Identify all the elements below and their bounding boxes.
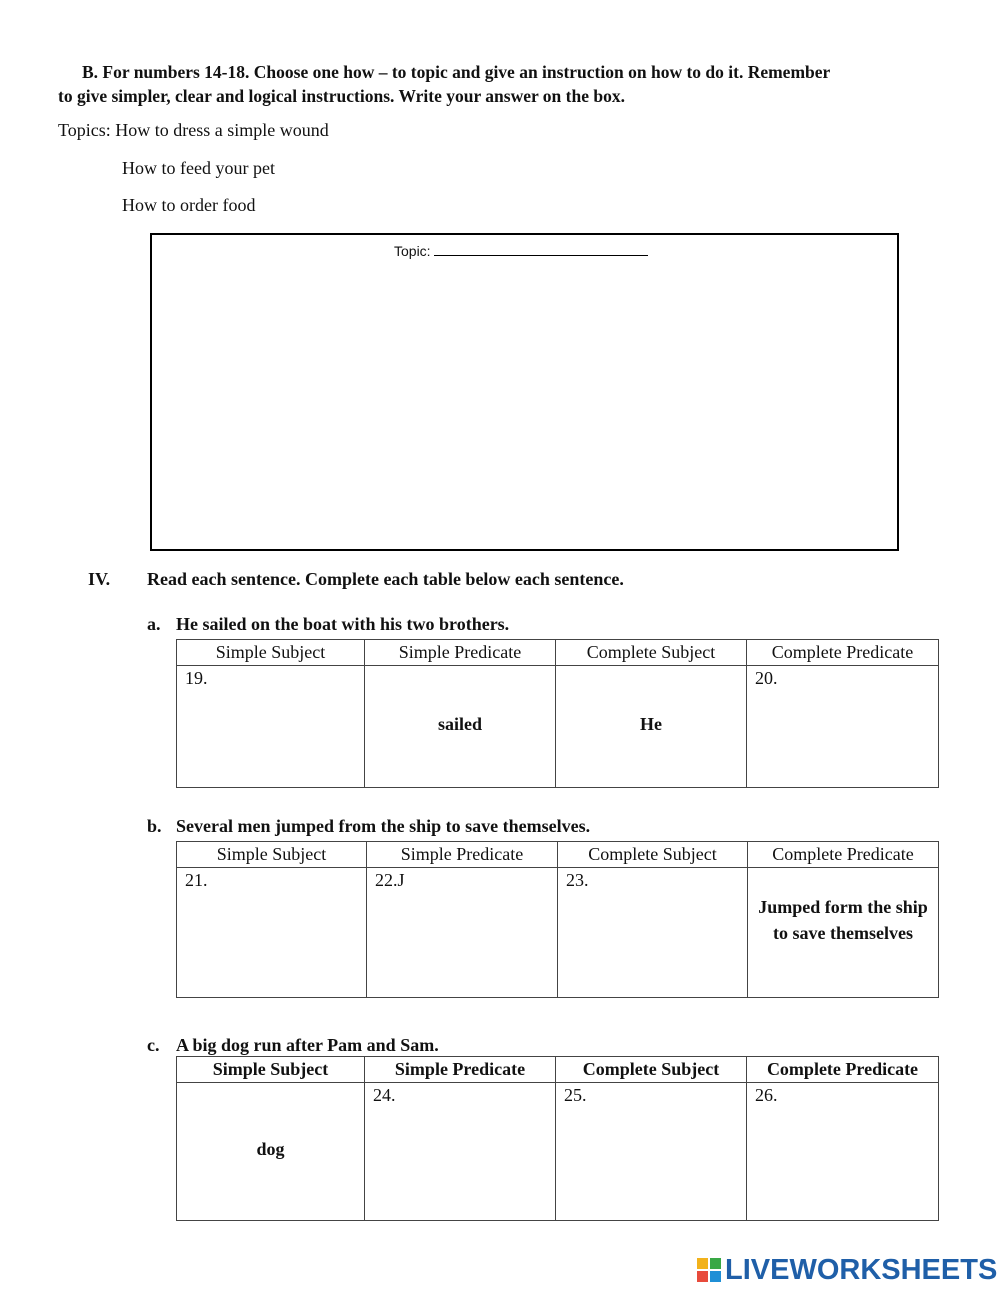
answer-box[interactable] <box>150 233 899 551</box>
cell-number: 24. <box>373 1085 396 1105</box>
liveworksheets-logo <box>697 1255 997 1285</box>
table-b <box>176 841 939 998</box>
answer-cell-24[interactable] <box>365 1083 556 1221</box>
header-simple-predicate: Simple Predicate <box>365 640 556 666</box>
cell-number: 19. <box>185 668 208 688</box>
logo-icon <box>697 1258 721 1282</box>
header-simple-predicate: Simple Predicate <box>367 842 558 868</box>
answer-cell <box>556 666 747 788</box>
cell-number: 23. <box>566 870 589 890</box>
table-header-row <box>177 1057 939 1083</box>
header-simple-predicate: Simple Predicate <box>365 1057 556 1083</box>
header-simple-subject: Simple Subject <box>177 640 365 666</box>
table-row <box>177 1083 939 1221</box>
logo-text: LIVEWORKSHEETS <box>725 1253 998 1286</box>
table-header-row <box>177 842 939 868</box>
logo-block <box>697 1271 708 1282</box>
header-complete-subject: Complete Subject <box>558 842 748 868</box>
section-number: IV. <box>88 569 111 589</box>
answer-cell <box>177 1083 365 1221</box>
topic-blank[interactable] <box>434 243 648 256</box>
given-answer: He <box>640 714 662 734</box>
cell-number: 20. <box>755 668 778 688</box>
question-letter-a: a. <box>147 614 161 634</box>
table-row <box>177 666 939 788</box>
answer-cell-20[interactable] <box>747 666 939 788</box>
header-simple-subject: Simple Subject <box>177 842 367 868</box>
given-answer: Jumped form the ship to save themselves <box>758 897 928 943</box>
question-sentence-b: Several men jumped from the ship to save themselves. <box>176 816 591 836</box>
header-complete-subject: Complete Subject <box>556 1057 747 1083</box>
header-complete-predicate: Complete Predicate <box>748 842 939 868</box>
answer-cell-26[interactable] <box>747 1083 939 1221</box>
instructions <box>58 60 938 108</box>
cell-number: 21. <box>185 870 208 890</box>
table-c <box>176 1056 939 1221</box>
question-sentence-a: He sailed on the boat with his two brothers. <box>176 614 510 634</box>
question-letter-c: c. <box>147 1035 160 1055</box>
table-header-row <box>177 640 939 666</box>
header-complete-predicate: Complete Predicate <box>747 1057 939 1083</box>
logo-block <box>710 1258 721 1269</box>
question-sentence-c: A big dog run after Pam and Sam. <box>176 1035 439 1055</box>
cell-number: 22.J <box>375 870 405 890</box>
answer-cell <box>365 666 556 788</box>
logo-block <box>697 1258 708 1269</box>
header-complete-predicate: Complete Predicate <box>747 640 939 666</box>
header-simple-subject: Simple Subject <box>177 1057 365 1083</box>
topic-item-food: How to order food <box>122 195 256 215</box>
cell-number: 25. <box>564 1085 587 1105</box>
instruction-line-1: B. For numbers 14-18. Choose one how – to topic and give an instruction on how to do it. Remember <box>82 62 831 82</box>
cell-number: 26. <box>755 1085 778 1105</box>
box-topic-line <box>394 243 648 259</box>
topics-label: Topics: How to dress a simple wound <box>58 120 329 140</box>
question-letter-b: b. <box>147 816 162 836</box>
box-topic-label: Topic: <box>394 243 431 259</box>
answer-cell-22[interactable] <box>367 868 558 998</box>
answer-cell-21[interactable] <box>177 868 367 998</box>
answer-cell-23[interactable] <box>558 868 748 998</box>
answer-cell-19[interactable] <box>177 666 365 788</box>
instruction-line-2: to give simpler, clear and logical instructions. Write your answer on the box. <box>58 86 625 106</box>
given-answer: sailed <box>437 714 482 734</box>
table-a <box>176 639 939 788</box>
header-complete-subject: Complete Subject <box>556 640 747 666</box>
logo-block <box>710 1271 721 1282</box>
table-row <box>177 868 939 998</box>
answer-cell-25[interactable] <box>556 1083 747 1221</box>
answer-cell <box>748 868 939 998</box>
given-answer: dog <box>256 1139 285 1159</box>
topic-item-pet: How to feed your pet <box>122 158 275 178</box>
section-instructions: Read each sentence. Complete each table below each sentence. <box>147 569 624 589</box>
